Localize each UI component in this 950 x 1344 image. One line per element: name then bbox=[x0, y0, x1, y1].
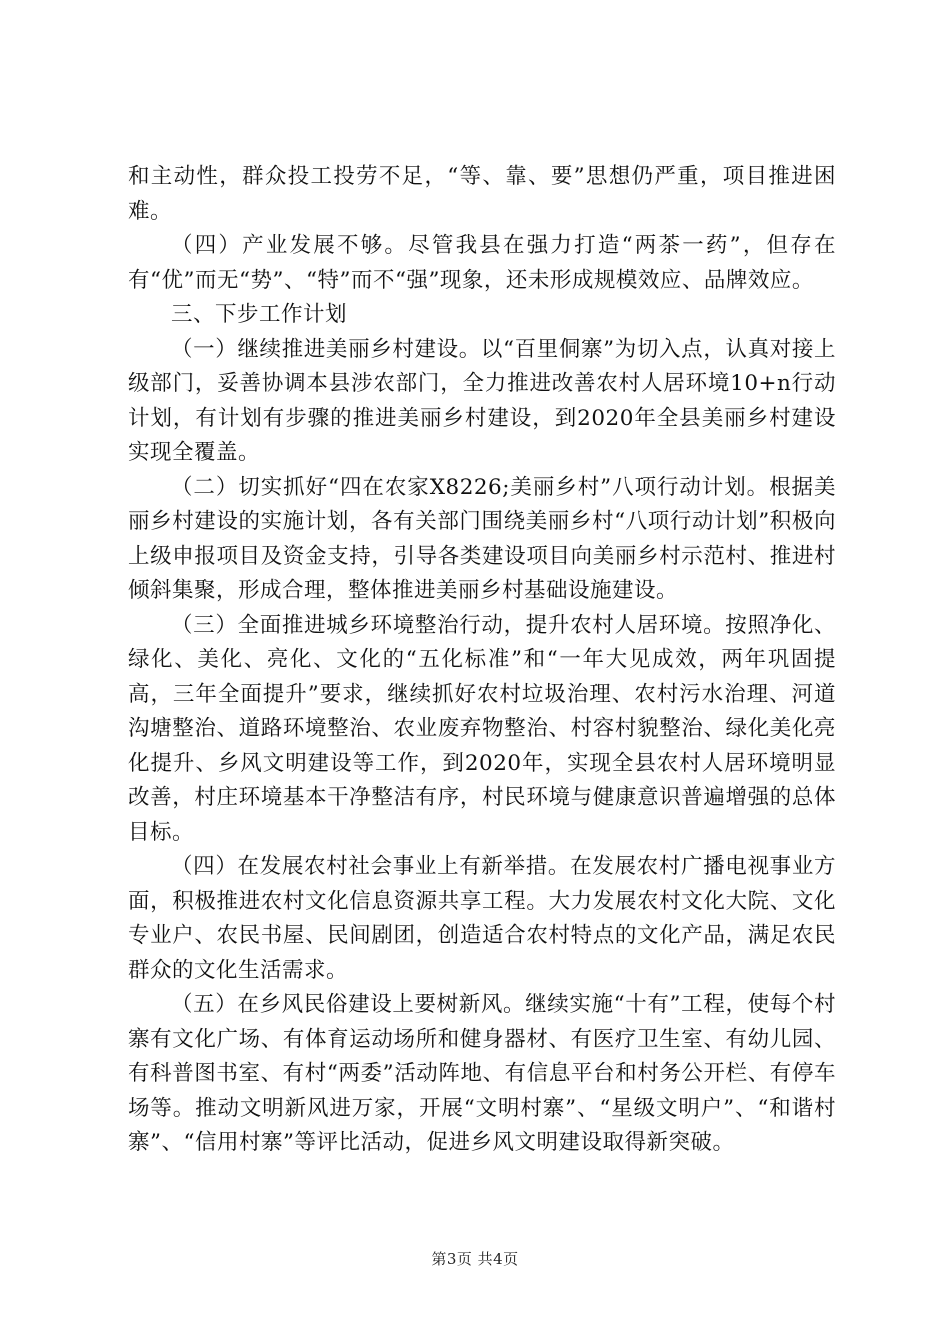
paragraph-rural-customs: （五）在乡风民俗建设上要树新风。继续实施“十有”工程，使每个村寨有文化广场、有体育运动场所和健身器材、有医疗卫生室、有幼儿园、有科普图书室、有村“两委”活动阵地、有信息平台和村务公开栏、有停车场等。推动文明新风进万家，开展“文明村寨”、“星级文明户”、“和谐村寨”、“信用村寨”等评比活动，促进乡风文明建设取得新突破。 bbox=[128, 992, 836, 1155]
paragraph-beautiful-village: （一）继续推进美丽乡村建设。以“百里侗寨”为切入点，认真对接上级部门，妥善协调本县涉农部门，全力推进改善农村人居环境10+n行动计划，有计划有步骤的推进美丽乡村建设，到2020年全县美丽乡村建设实现全覆盖。 bbox=[128, 336, 836, 465]
section-heading-next-steps: 三、下步工作计划 bbox=[171, 302, 348, 327]
paragraph-industry-development: （四）产业发展不够。尽管我县在强力打造“两茶一药”，但存在有“优”而无“势”、“特”而不“强”现象，还未形成规模效应、品牌效应。 bbox=[128, 233, 836, 293]
page-footer: 第3页 共4页 bbox=[431, 1250, 519, 1268]
paragraph-continuation: 和主动性，群众投工投劳不足，“等、靠、要”思想仍严重，项目推进困难。 bbox=[128, 164, 836, 224]
paragraph-eight-actions: （二）切实抓好“四在农家X8226;美丽乡村”八项行动计划。根据美丽乡村建设的实施计划，各有关部门围绕美丽乡村“八项行动计划”积极向上级申报项目及资金支持，引导各类建设项目向美丽乡村示范村、推进村倾斜集聚，形成合理，整体推进美丽乡村基础设施建设。 bbox=[128, 474, 836, 603]
paragraph-social-affairs: （四）在发展农村社会事业上有新举措。在发展农村广播电视事业方面，积极推进农村文化信息资源共享工程。大力发展农村文化大院、文化专业户、农民书屋、民间剧团，创造适合农村特点的文化产品，满足农民群众的文化生活需求。 bbox=[128, 854, 836, 983]
document-body bbox=[128, 160, 836, 1161]
paragraph-environment-rectification: （三）全面推进城乡环境整治行动，提升农村人居环境。按照净化、绿化、美化、亮化、文化的“五化标准”和“一年大见成效，两年巩固提高，三年全面提升”要求，继续抓好农村垃圾治理、农村污水治理、河道沟塘整治、道路环境整治、农业废弃物整治、村容村貌整治、绿化美化亮化提升、乡风文明建设等工作，到2020年，实现全县农村人居环境明显改善，村庄环境基本干净整洁有序，村民环境与健康意识普遍增强的总体目标。 bbox=[128, 612, 836, 845]
